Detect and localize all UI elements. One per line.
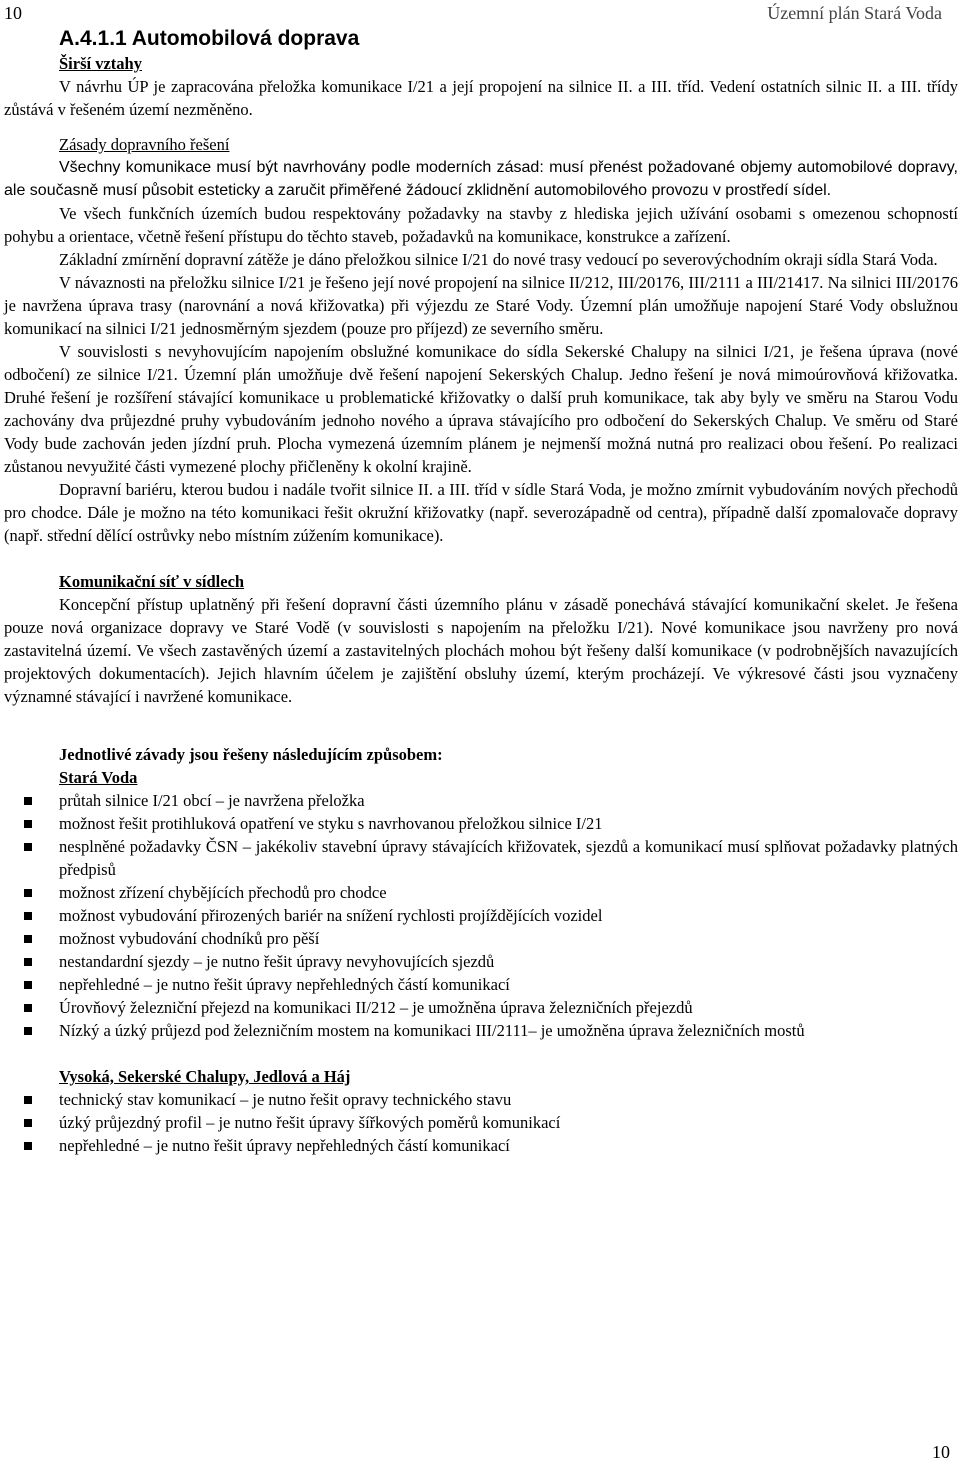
wider-relations-heading: Širší vztahy: [59, 54, 142, 73]
wider-relations-text: V návrhu ÚP je zapracována přeložka komunikace I/21 a její propojení na silnice II. a III. tříd. Vedení ostatních silnic II. a III. třídy zůstává v řešeném území nezměněno.: [4, 77, 958, 119]
list-item: [4, 1134, 958, 1157]
list-item-text: nestandardní sjezdy – je nutno řešit úpravy nevyhovujících sjezdů: [59, 952, 495, 971]
group2-title-row: [4, 1065, 958, 1088]
list-item-text: Nízký a úzký průjezd pod železničním mostem na komunikaci III/2111– je umožněna úprava železničních mostů: [59, 1021, 805, 1040]
list-item: [4, 904, 958, 927]
group1-title: Stará Voda: [59, 768, 138, 787]
list-item: [4, 1088, 958, 1111]
list-item: [4, 973, 958, 996]
document-title: Územní plán Stará Voda: [767, 3, 942, 23]
list-item: [4, 1019, 958, 1042]
bullet-icon: [24, 935, 32, 943]
principles-heading: Zásady dopravního řešení: [59, 135, 230, 154]
page-number-bottom: 10: [932, 1442, 950, 1462]
list-item-text: možnost vybudování přirozených bariér na snížení rychlosti projíždějících vozidel: [59, 906, 603, 925]
section-heading: A.4.1.1 Automobilová doprava: [59, 27, 360, 50]
bullet-icon: [24, 820, 32, 828]
spacer: [4, 1042, 958, 1065]
network-text: Koncepční přístup uplatněný při řešení dopravní části územního plánu v zásadě ponechává stávající komunikační skelet. Je řešena pouze nová organizace dopravy ve Staré Vodě (v souvislosti s napojením na přeložku I/21). Nové komunikace jsou navrženy pro nová zastavitelná území. Ve všech zastavěných území a zastavitelných plochách mohou být řešeny další komunikace (v podrobnějších navazujících projektových dokumentacích). Jejich hlavním účelem je zajištění obsluhy území, kterým procházejí. Ve výkresové části jsou vyznačeny významné stávající i navržené komunikace.: [4, 595, 958, 706]
spacer: [4, 547, 958, 570]
list-item-text: možnost vybudování chodníků pro pěší: [59, 929, 320, 948]
list-item-text: možnost zřízení chybějících přechodů pro chodce: [59, 883, 387, 902]
bullet-icon: [24, 1142, 32, 1150]
principles-paragraph-5: V souvislosti s nevyhovujícím napojením obslužné komunikace do sídla Sekerské Chalupy na silnici I/21, je řešena úprava (nové odbočení) ze silnice I/21. Územní plán umožňuje dvě řešení napojení Sekerských Chalup. Jedno řešení je nová mimoúrovňová křižovatka. Druhé řešení je rozšíření stávající komunikace u problematické křižovatky o další pruh komunikace, tak aby byly ve směru na Starou Vodu zachovány dva průjezdné pruhy vybudováním jednoho nového a úprava stávajícího pro odbočení do Sekerských Chalup. Ve směru od Staré Vody bude zachován jeden jízdní pruh. Plocha vymezená územním plánem je nejmenší možná nutná pro realizaci obou řešení. Po realizaci zůstanou nevyužité části vymezené plochy přičleněny k okolní krajině.: [4, 342, 958, 476]
list-item-text: úzký průjezdný profil – je nutno řešit úpravy šířkových poměrů komunikací: [59, 1113, 561, 1132]
principles-paragraph-2: Ve všech funkčních územích budou respektovány požadavky na stavby z hlediska jejich užívání osobami s omezenou schopností pohybu a orientace, včetně řešení přístupu do těchto staveb, požadavků na komunikace, konstrukce a zařízení.: [4, 204, 958, 246]
bullet-icon: [24, 912, 32, 920]
spacer: [4, 121, 958, 133]
list-item-text: průtah silnice I/21 obcí – je navržena přeložka: [59, 791, 365, 810]
principles-paragraph-4: V návaznosti na přeložku silnice I/21 je řešeno její nové propojení na silnice II/212, III/20176, III/2111 a III/21417. Na silnici III/20176 je navržena úprava trasy (narovnání a nová křižovatka) při výjezdu ze Staré Vody. Územní plán umožňuje napojení Staré Vody obslužnou komunikací na silnici I/21 jednosměrným sjezdem (pouze pro příjezd) ze severního směru.: [4, 273, 958, 338]
list-item: [4, 881, 958, 904]
page-body: [4, 52, 958, 1157]
bullet-icon: [24, 1004, 32, 1012]
list-item: [4, 789, 958, 812]
list-item: [4, 996, 958, 1019]
spacer: [4, 708, 958, 731]
group1-title-row: [4, 766, 958, 789]
group2-title: Vysoká, Sekerské Chalupy, Jedlová a Háj: [59, 1067, 351, 1086]
list-item-text: nepřehledné – je nutno řešit úpravy nepřehledných částí komunikací: [59, 1136, 510, 1155]
list-item: [4, 1111, 958, 1134]
list-item: [4, 812, 958, 835]
spacer: [4, 731, 958, 743]
bullet-icon: [24, 958, 32, 966]
list-item: [4, 927, 958, 950]
bullet-icon: [24, 981, 32, 989]
principles-paragraph-6: Dopravní bariéru, kterou budou i nadále tvořit silnice II. a III. tříd v sídle Stará Voda, je možno zmírnit vybudováním nových přechodů pro chodce. Dále je možno na této komunikaci řešit okružní křižovatky (např. severozápadně od centra), případně další zpomalovače dopravy (např. střední dělící ostrůvky nebo místním zúžením komunikace).: [4, 480, 958, 545]
list-item-text: možnost řešit protihluková opatření ve styku s navrhovanou přeložkou silnice I/21: [59, 814, 603, 833]
group2-list: [4, 1088, 958, 1157]
bullet-icon: [24, 843, 32, 851]
list-item: [4, 835, 958, 881]
list-item: [4, 950, 958, 973]
list-item-text: nesplněné požadavky ČSN – jakékoliv stavební úpravy stávajících křižovatek, sjezdů a komunikací musí splňovat požadavky platných předpisů: [59, 837, 958, 879]
defects-heading-row: [4, 743, 958, 766]
principles-paragraph-3: Základní zmírnění dopravní zátěže je dáno přeložkou silnice I/21 do nové trasy vedoucí po severovýchodním okraji sídla Stará Voda.: [59, 250, 938, 269]
bullet-icon: [24, 797, 32, 805]
list-item-text: Úrovňový železniční přejezd na komunikaci II/212 – je umožněna úprava železničních přejezdů: [59, 998, 693, 1017]
defects-heading: Jednotlivé závady jsou řešeny následujícím způsobem:: [59, 745, 443, 764]
principles-heading-row: [4, 133, 958, 156]
bullet-icon: [24, 889, 32, 897]
principles-paragraph-1: Všechny komunikace musí být navrhovány podle moderních zásad: musí přenést požadované objemy automobilové dopravy, ale současně musí působit esteticky a zaručit přiměřené žádoucí zklidnění automobilového provozu v prostředí sídel.: [4, 159, 958, 199]
bullet-icon: [24, 1119, 32, 1127]
wider-relations-heading-row: [4, 52, 958, 75]
network-heading-row: [4, 570, 958, 593]
list-item-text: technický stav komunikací – je nutno řešit opravy technického stavu: [59, 1090, 512, 1109]
bullet-icon: [24, 1096, 32, 1104]
page-number-top: 10: [4, 3, 22, 23]
network-heading: Komunikační síť v sídlech: [59, 572, 245, 591]
bullet-icon: [24, 1027, 32, 1035]
list-item-text: nepřehledné – je nutno řešit úpravy nepřehledných částí komunikací: [59, 975, 510, 994]
group1-list: [4, 789, 958, 1042]
